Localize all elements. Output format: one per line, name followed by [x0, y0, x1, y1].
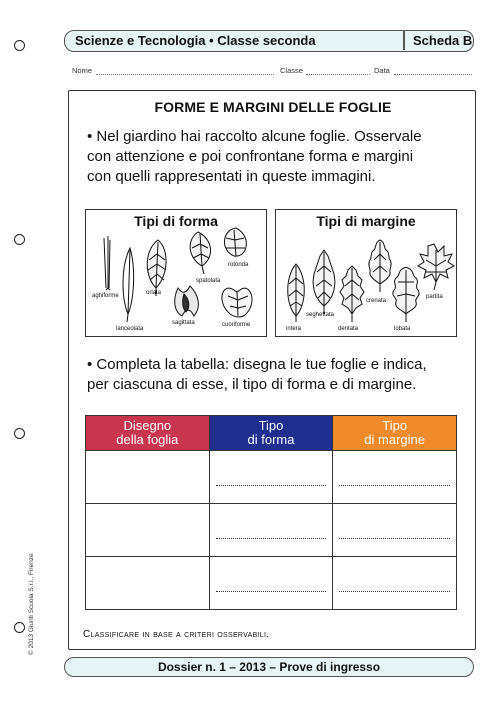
partite-margin-leaf-icon [418, 244, 454, 290]
form-answer-cell[interactable] [209, 504, 333, 557]
label-lobata: lobata [394, 326, 411, 332]
student-fields [72, 66, 472, 78]
col-header-margin: Tipo di margine [333, 416, 457, 451]
instruction-text [87, 355, 467, 395]
instruction-line-2: per ciascuna di esse, il tipo di forma e di margine. [87, 376, 417, 393]
label-crenata: crenata [366, 298, 387, 304]
label-spatolata: spatolata [196, 278, 221, 284]
label-sagittata: sagittata [172, 320, 195, 326]
label-orlata: orlata [146, 290, 162, 296]
table-row [86, 504, 457, 557]
forms-figure-title: Tipi di forma [134, 213, 218, 229]
col-header-drawing: Disegno della foglia [86, 416, 210, 451]
lobed-margin-leaf-icon [393, 267, 419, 322]
intro-text [87, 127, 467, 187]
table-row [86, 451, 457, 504]
instruction-line-1: • Completa la tabella: disegna le tue foglie e indica, [87, 356, 427, 373]
crenate-margin-leaf-icon [369, 240, 391, 292]
intro-line-3: con quelli rappresentati in queste immagini. [87, 168, 376, 185]
spatulate-leaf-icon [190, 232, 210, 274]
sheet-badge: Scheda B [413, 33, 473, 48]
binder-hole-3 [14, 428, 25, 439]
lanceolate-leaf-icon [123, 248, 134, 322]
label-lanceolata: lanceolata [116, 326, 144, 332]
intro-line-2: con attenzione e poi confrontane forma e margini [87, 148, 414, 165]
table-row [86, 557, 457, 610]
label-cuoriforme: cuoriforme [222, 322, 251, 328]
dentate-margin-leaf-icon [340, 266, 364, 322]
col-header-form: Tipo di forma [209, 416, 333, 451]
label-seghettata: seghettata [306, 312, 335, 318]
binder-hole-2 [14, 234, 25, 245]
form-answer-cell[interactable] [209, 557, 333, 610]
objective-note: Classificare in base a criteri osservabili. [83, 629, 270, 640]
drawing-cell[interactable] [86, 451, 210, 504]
table-header-row [86, 416, 457, 451]
worksheet-title: FORME E MARGINI DELLE FOGLIE [154, 99, 392, 115]
name-label: Nome [72, 66, 93, 75]
leaf-margins-figure [275, 209, 457, 337]
ovate-leaf-icon [147, 240, 166, 296]
binder-hole-4 [14, 622, 25, 633]
entire-margin-leaf-icon [288, 264, 305, 322]
heart-leaf-icon [222, 288, 252, 317]
label-partita: partita [426, 294, 443, 300]
binder-hole-1 [14, 40, 25, 51]
leaf-forms-figure [85, 209, 267, 337]
leaf-forms-illustration [86, 210, 268, 338]
label-dentata: dentata [338, 326, 359, 332]
dossier-footer: Dossier n. 1 – 2013 – Prove di ingresso [157, 660, 381, 674]
serrate-margin-leaf-icon [313, 250, 335, 314]
label-intera: intera [286, 326, 302, 332]
label-rotonda: rotonda [228, 262, 249, 268]
drawing-cell[interactable] [86, 504, 210, 557]
footer-bar [64, 657, 474, 677]
leaf-classification-table [85, 415, 457, 610]
header-divider [403, 31, 405, 50]
label-aghiforme: aghiforme [92, 293, 119, 299]
drawing-cell[interactable] [86, 557, 210, 610]
header-bar [64, 30, 474, 52]
round-leaf-icon [224, 228, 246, 256]
name-field[interactable] [96, 74, 274, 75]
class-label: Classe [280, 66, 303, 75]
subject-title: Scienze e Tecnologia • Classe seconda [75, 33, 316, 48]
needle-leaf-icon [104, 236, 110, 290]
copyright-note: © 2013 Giunti Scuola S.r.l., Firenze [28, 553, 35, 655]
margins-figure-title: Tipi di margine [316, 213, 416, 229]
date-label: Data [374, 66, 390, 75]
form-answer-cell[interactable] [209, 451, 333, 504]
leaf-margins-illustration [276, 210, 458, 338]
worksheet-frame [68, 90, 476, 650]
margin-answer-cell[interactable] [333, 557, 457, 610]
sagittate-leaf-icon [175, 286, 199, 316]
intro-line-1: • Nel giardino hai raccolto alcune foglie. Osservale [87, 128, 422, 145]
date-field[interactable] [394, 74, 472, 75]
class-field[interactable] [306, 74, 370, 75]
margin-answer-cell[interactable] [333, 451, 457, 504]
margin-answer-cell[interactable] [333, 504, 457, 557]
